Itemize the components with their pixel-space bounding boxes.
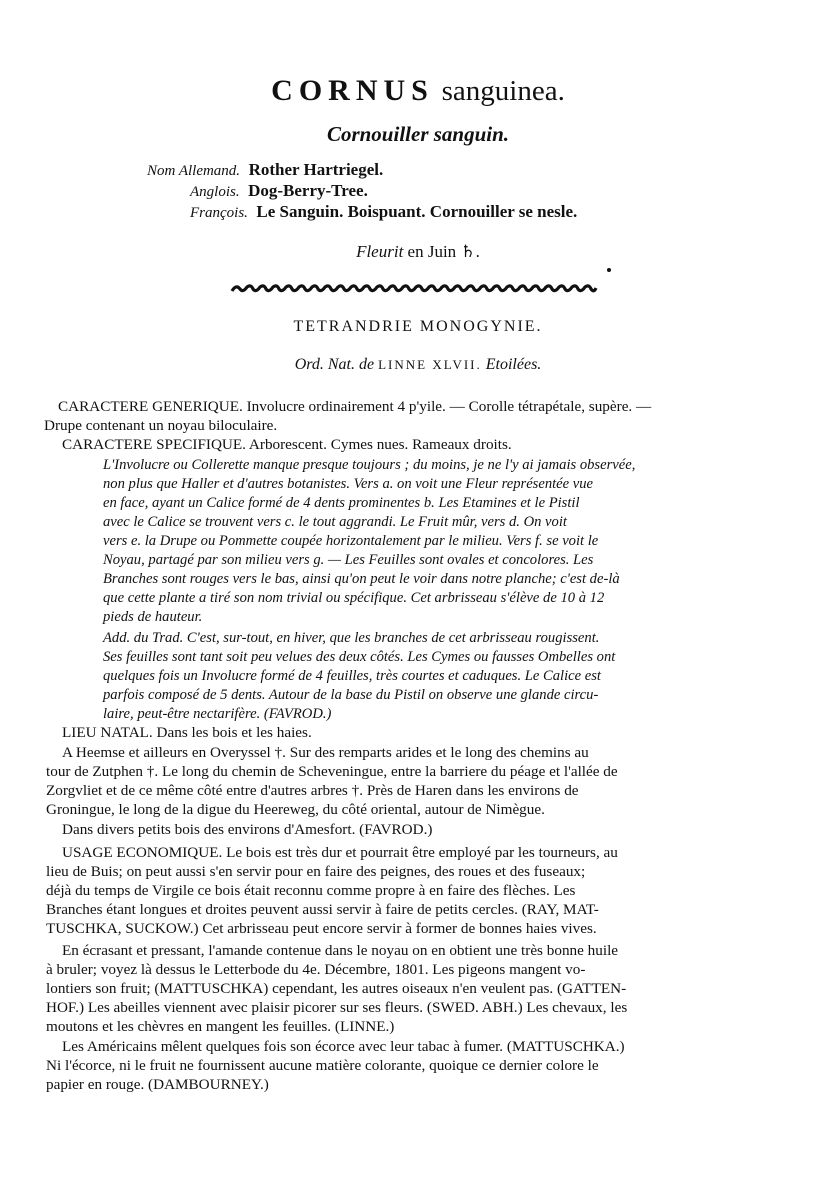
text-line: Add. du Trad. C'est, sur-tout, en hiver, que les branches de cet arbrisseau rougissent. <box>103 630 600 646</box>
text-line: HOF.) Les abeilles viennent avec plaisir picorer sur ses fleurs. (SWED. ABH.) Les chevaux, les <box>46 999 628 1016</box>
name-row-francois <box>190 202 577 222</box>
francois-value: Le Sanguin. Boispuant. Cornouiller se nesle. <box>256 202 578 221</box>
text-line: LIEU NATAL. Dans les bois et les haies. <box>62 724 312 741</box>
french-name: Cornouiller sanguin. <box>326 122 510 146</box>
text-line: à bruler; voyez là dessus le Letterbode du 4e. Décembre, 1801. Les pigeons mangent vo- <box>46 961 586 978</box>
text-line: en face, ayant un Calice formé de 4 dents prominentes b. Les Etamines et le Pistil <box>103 495 580 511</box>
text-line: parfois composé de 5 dents. Autour de la base du Pistil on observe une glande circu- <box>103 687 599 703</box>
name-row-anglois <box>190 181 368 201</box>
text-line: CARACTERE SPECIFIQUE. Arborescent. Cymes nues. Rameaux droits. <box>62 436 512 453</box>
text-line: Groningue, le long de la digue du Heereweg, du côté oriental, autour de Nimègue. <box>46 801 545 818</box>
text-line: laire, peut-être nectarifère. (FAVROD.) <box>103 706 332 722</box>
name-row-allemand <box>147 160 383 180</box>
flowering-value: en Juin ♄. <box>407 242 480 261</box>
text-line: TUSCHKA, SUCKOW.) Cet arbrisseau peut encore servir à former de bonnes haies vives. <box>46 920 597 937</box>
page-title <box>0 70 836 111</box>
species-name: sanguinea. <box>441 75 565 107</box>
natural-order <box>0 356 836 374</box>
flowering-time <box>0 242 836 262</box>
text-line: quelques fois un Involucre formé de 4 feuilles, très courtes et caduques. Le Calice est <box>103 668 601 684</box>
text-line: USAGE ECONOMIQUE. Le bois est très dur et pourrait être employé par les tourneurs, au <box>62 844 618 861</box>
text-line: L'Involucre ou Collerette manque presque toujours ; du moins, je ne l'y ai jamais observée, <box>103 457 636 473</box>
text-line: papier en rouge. (DAMBOURNEY.) <box>46 1076 269 1093</box>
anglois-value: Dog-Berry-Tree. <box>248 181 368 200</box>
allemand-label: Nom Allemand. <box>147 163 241 179</box>
text-line: lontiers son fruit; (MATTUSCHKA) cependant, les autres oiseaux n'en veulent pas. (GATTEN- <box>46 980 627 997</box>
linnaean-class: TETRANDRIE MONOGYNIE. <box>293 318 543 335</box>
ord-suffix: Etoilées. <box>485 356 542 373</box>
text-line: Branches étant longues et droites peuvent aussi servir à faire de petits cercles. (RAY, MAT- <box>46 901 599 918</box>
text-line: que cette plante a tiré son nom trivial ou spécifique. Cet arbrisseau s'élève de 10 à 12 <box>103 590 605 606</box>
francois-label: François. <box>190 205 248 221</box>
text-line: déjà du temps de Virgile ce bois était reconnu comme propre à en faire des flèches. Les <box>46 882 576 899</box>
ord-linne: LINNE XLVII. <box>378 357 482 372</box>
ink-dot <box>607 268 611 272</box>
anglois-label: Anglois. <box>190 184 240 200</box>
text-line: Noyau, partagé par son milieu vers g. — Les Feuilles sont ovales et concolores. Les <box>103 552 594 568</box>
text-line: Les Américains mêlent quelques fois son écorce avec leur tabac à fumer. (MATTUSCHKA.) <box>62 1038 625 1055</box>
text-line: Ni l'écorce, ni le fruit ne fournissent aucune matière colorante, quoique ce dernier colore le <box>46 1057 599 1074</box>
text-line: moutons et les chèvres en mangent les feuilles. (LINNE.) <box>46 1018 395 1035</box>
text-line: En écrasant et pressant, l'amande contenue dans le noyau on en obtient une très bonne huile <box>62 942 619 959</box>
text-line: non plus que Haller et d'autres botanistes. Vers a. on voit une Fleur représentée vue <box>103 476 594 492</box>
text-line: Dans divers petits bois des environs d'Amesfort. (FAVROD.) <box>62 821 433 838</box>
text-line: pieds de hauteur. <box>103 609 203 625</box>
text-line: lieu de Buis; on peut aussi s'en servir pour en faire des peignes, des roues et des fuseaux; <box>46 863 586 880</box>
text-line: Branches sont rouges vers le bas, ainsi qu'on peut le voir dans notre planche; c'est de-là <box>103 571 620 587</box>
ord-prefix: Ord. Nat. de <box>294 356 375 373</box>
text-line: Ses feuilles sont tant soit peu velues des deux côtés. Les Cymes ou fausses Ombelles ont <box>103 649 616 665</box>
allemand-value: Rother Hartriegel. <box>248 160 384 179</box>
text-line: tour de Zutphen †. Le long du chemin de Scheveningue, entre la barriere du péage et l'allée de <box>46 763 618 780</box>
text-line: avec le Calice se trouvent vers c. le tout aggrandi. Le Fruit mûr, vers d. On voit <box>103 514 567 530</box>
text-line: vers e. la Drupe ou Pommette coupée horizontalement par le milieu. Vers f. se voit le <box>103 533 599 549</box>
genus-name: CORNUS <box>271 74 434 107</box>
ornament-border <box>230 283 598 295</box>
text-line: Drupe contenant un noyau biloculaire. <box>44 417 278 434</box>
text-line: Zorgvliet et de ce même côté entre d'autres arbres †. Près de Haren dans les environs de <box>46 782 579 799</box>
text-line: A Heemse et ailleurs en Overyssel †. Sur des remparts arides et le long des chemins au <box>62 744 589 761</box>
flowering-label: Fleurit <box>356 242 404 261</box>
text-line: CARACTERE GENERIQUE. Involucre ordinairement 4 p'yile. — Corolle tétrapétale, supère. — <box>58 398 652 415</box>
